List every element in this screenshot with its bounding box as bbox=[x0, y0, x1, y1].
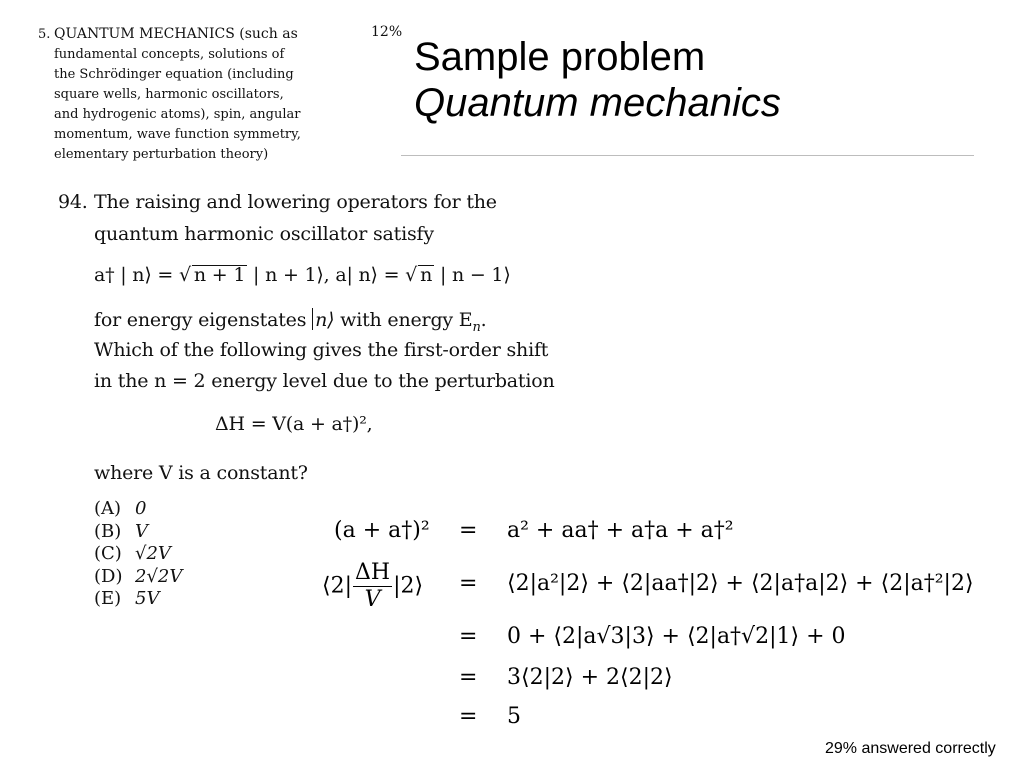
choice-d bbox=[94, 566, 182, 589]
problem-line bbox=[94, 308, 486, 335]
choice-value: 2√2V bbox=[135, 565, 183, 587]
ket: |2⟩ bbox=[393, 573, 424, 599]
ket-bar bbox=[312, 308, 313, 330]
equals-sign: = bbox=[459, 518, 478, 543]
answered-correctly-note: 29% answered correctly bbox=[825, 740, 996, 757]
sqrt-symbol: √ bbox=[178, 264, 191, 286]
choice-label: (A) bbox=[94, 498, 122, 519]
solution-row1-lhs: (a + a†)² bbox=[334, 518, 430, 543]
problem-text: for energy eigenstates bbox=[94, 309, 313, 331]
choice-b bbox=[94, 521, 182, 544]
solution-row4-rhs: 3⟨2|2⟩ + 2⟨2|2⟩ bbox=[507, 665, 673, 690]
choice-label: (D) bbox=[94, 565, 123, 587]
equals-sign: = bbox=[459, 704, 478, 729]
title-divider bbox=[401, 155, 974, 156]
equals-sign: = bbox=[459, 571, 478, 596]
topic-line: square wells, harmonic oscillators, bbox=[54, 87, 284, 102]
fraction-denominator: V bbox=[364, 587, 381, 612]
topic-line: and hydrogenic atoms), spin, angular bbox=[54, 107, 301, 122]
topic-line: momentum, wave function symmetry, bbox=[54, 127, 301, 142]
problem-line: where V is a constant? bbox=[94, 462, 308, 484]
problem-text: . bbox=[480, 309, 487, 331]
topic-line bbox=[38, 24, 318, 45]
choice-c bbox=[94, 543, 182, 566]
slide-title-main: Sample problem bbox=[414, 35, 706, 79]
problem-line: in the n = 2 energy level due to the perturbation bbox=[94, 370, 555, 392]
fraction bbox=[353, 560, 392, 613]
bra: ⟨2| bbox=[322, 573, 352, 599]
topic-number: 5. bbox=[38, 27, 51, 42]
choice-value: V bbox=[135, 520, 148, 542]
problem-line: Which of the following gives the first-order shift bbox=[94, 339, 549, 361]
topic-line: fundamental concepts, solutions of bbox=[54, 47, 285, 62]
topic-heading: QUANTUM MECHANICS (such as bbox=[54, 26, 298, 42]
problem-number: 94. bbox=[58, 191, 88, 213]
equals-sign: = bbox=[459, 624, 478, 649]
choice-label: (B) bbox=[94, 520, 122, 542]
solution-row2-rhs: ⟨2|a²|2⟩ + ⟨2|aa†|2⟩ + ⟨2|a†a|2⟩ + ⟨2|a†²|2⟩ bbox=[507, 571, 974, 596]
sqrt-symbol: √ bbox=[405, 264, 418, 286]
choice-label: (E) bbox=[94, 588, 122, 609]
topic-line: elementary perturbation theory) bbox=[54, 147, 269, 162]
operator-relations bbox=[94, 264, 511, 286]
problem-text: with energy E bbox=[334, 309, 473, 331]
operator-text: a† | n⟩ = bbox=[94, 264, 179, 286]
solution-row5-rhs: 5 bbox=[507, 704, 521, 729]
sqrt-term: n bbox=[420, 264, 433, 286]
choice-e bbox=[94, 588, 182, 611]
solution-row2-lhs bbox=[322, 560, 423, 613]
answer-choices bbox=[94, 498, 182, 611]
equals-sign: = bbox=[459, 665, 478, 690]
choice-value: √2V bbox=[135, 543, 171, 564]
energy-subscript: n bbox=[472, 319, 481, 335]
fraction-numerator: ΔH bbox=[355, 560, 391, 585]
sqrt-term: n + 1 bbox=[193, 264, 246, 286]
ket-n: n⟩ bbox=[315, 309, 335, 331]
topic-percent: 12% bbox=[371, 24, 403, 40]
topic-line: the Schrödinger equation (including bbox=[54, 67, 294, 82]
choice-value: 0 bbox=[135, 498, 147, 519]
choice-a bbox=[94, 498, 182, 521]
solution-row3-rhs: 0 + ⟨2|a√3|3⟩ + ⟨2|a†√2|1⟩ + 0 bbox=[507, 624, 846, 649]
problem-line: quantum harmonic oscillator satisfy bbox=[94, 223, 434, 245]
slide-title-sub: Quantum mechanics bbox=[414, 81, 781, 125]
choice-value: 5V bbox=[135, 588, 160, 609]
solution-row1-rhs: a² + aa† + a†a + a†² bbox=[507, 518, 734, 543]
operator-text: | n − 1⟩ bbox=[434, 264, 511, 286]
problem-line: The raising and lowering operators for the bbox=[94, 191, 497, 213]
choice-label: (C) bbox=[94, 543, 122, 564]
slide-title bbox=[414, 34, 781, 126]
topic-description bbox=[38, 24, 318, 165]
perturbation-equation: ΔH = V(a + a†)², bbox=[215, 413, 373, 435]
operator-text: | n + 1⟩, a| n⟩ = bbox=[247, 264, 406, 286]
